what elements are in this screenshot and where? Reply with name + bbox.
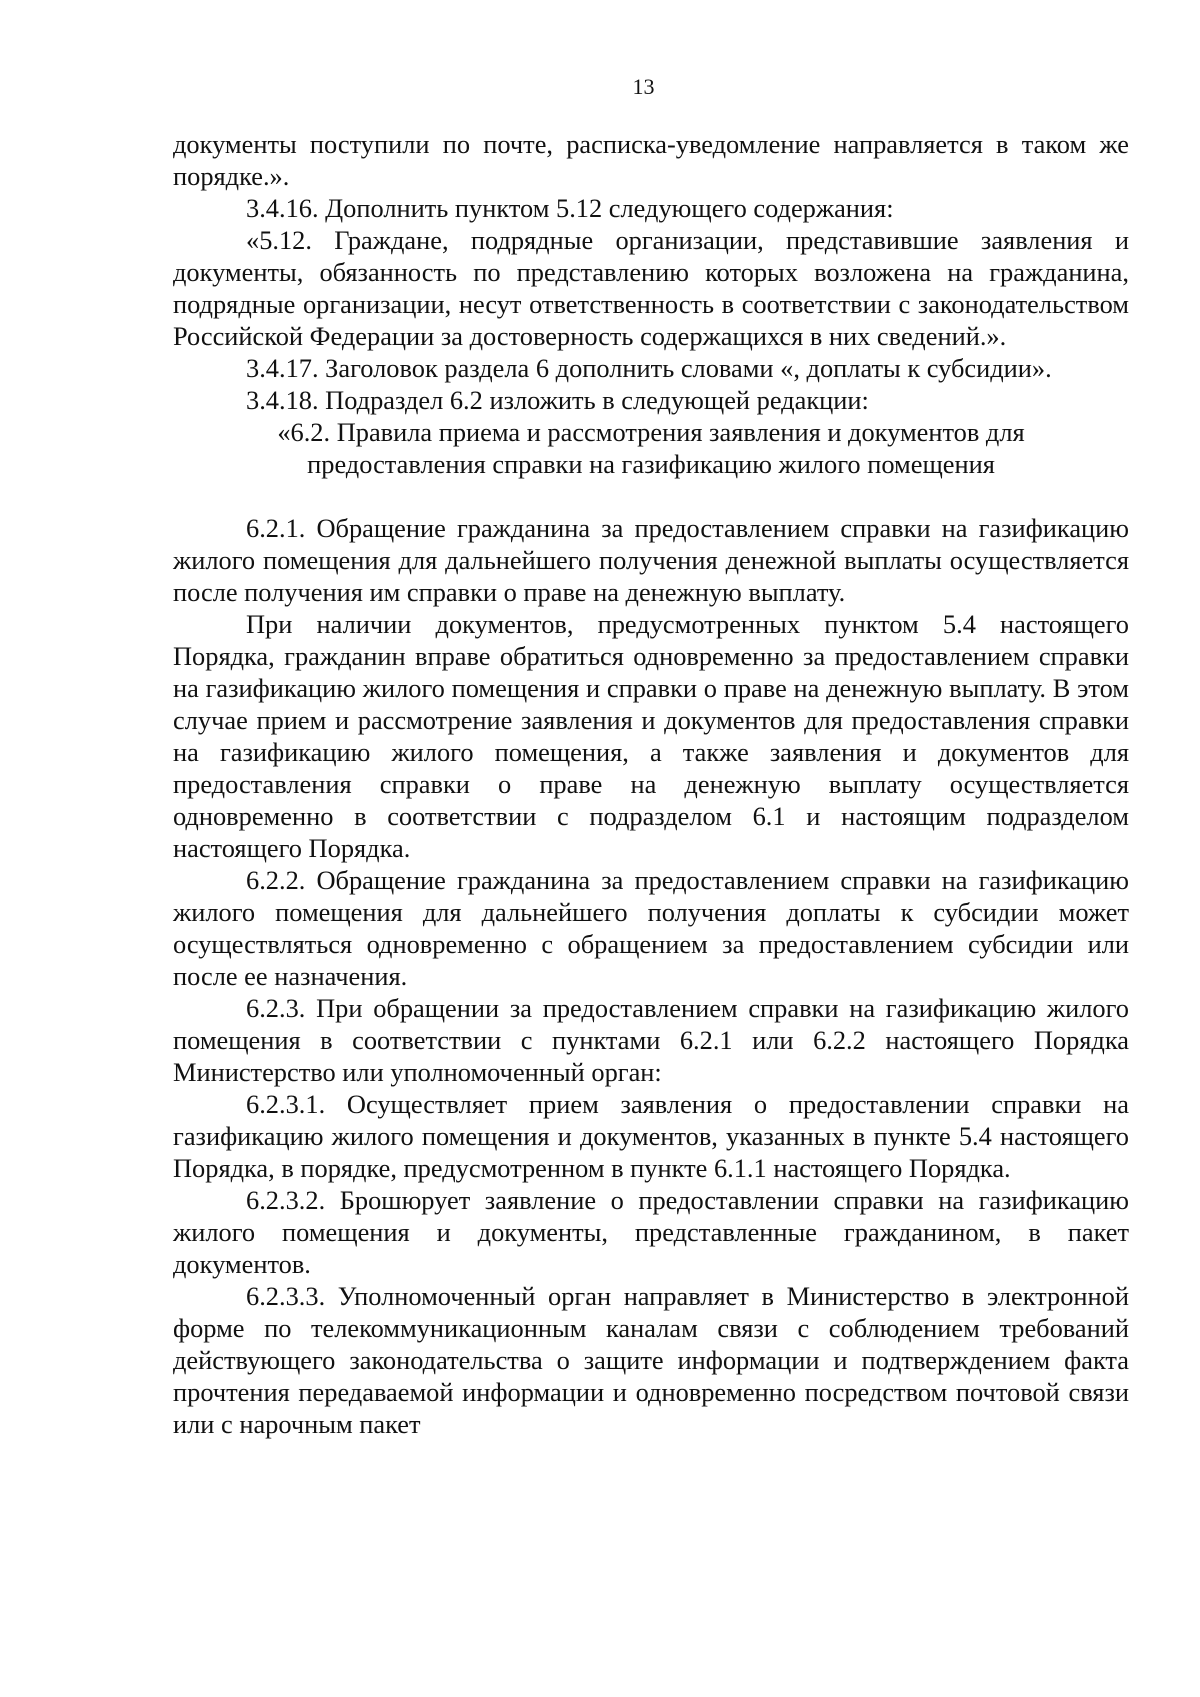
- paragraph-6-2-3: 6.2.3. При обращении за предоставлением справки на газификацию жилого помещения в соответствии с пунктами 6.2.1 или 6.2.2 настоящего Порядка Министерство или уполномоченный орган:: [173, 993, 1129, 1087]
- page-number: 13: [632, 74, 655, 99]
- blank-line: [173, 480, 1129, 512]
- paragraph-3-4-16: 3.4.16. Дополнить пунктом 5.12 следующего содержания:: [246, 193, 894, 223]
- paragraph-3-4-17: 3.4.17. Заголовок раздела 6 дополнить словами «, доплаты к субсидии».: [246, 353, 1052, 383]
- paragraph-6-2-3-3: 6.2.3.3. Уполномоченный орган направляет в Министерство в электронной форме по телекоммуникационным каналам связи с соблюдением требований действующего законодательства о защите информации и подтверждением факта прочтения передаваемой информации и одновременно посредством почтовой связи или с нарочным пакет: [173, 1281, 1129, 1439]
- paragraph-6-2-3-1: 6.2.3.1. Осуществляет прием заявления о предоставлении справки на газификацию жилого помещения и документов, указанных в пункте 5.4 настоящего Порядка, в порядке, предусмотренном в пункте 6.1.1 настоящего Порядка.: [173, 1089, 1129, 1183]
- paragraph-6-2-1: 6.2.1. Обращение гражданина за предоставлением справки на газификацию жилого помещения для дальнейшего получения денежной выплаты осуществляется после получения им справки о праве на денежную выплату.: [173, 513, 1129, 607]
- paragraph-6-2-2: 6.2.2. Обращение гражданина за предоставлением справки на газификацию жилого помещения для дальнейшего получения доплаты к субсидии может осуществляться одновременно с обращением за предоставлением субсидии или после ее назначения.: [173, 865, 1129, 991]
- paragraph-5-12: «5.12. Граждане, подрядные организации, представившие заявления и документы, обязанность по представлению которых возложена на гражданина, подрядные организации, несут ответственность в соответствии с законодательством Российской Федерации за достоверность содержащихся в них сведений.».: [173, 225, 1129, 351]
- document-body: [173, 128, 1129, 1440]
- paragraph-documents-available: При наличии документов, предусмотренных пунктом 5.4 настоящего Порядка, гражданин вправе обратиться одновременно за предоставлением справки на газификацию жилого помещения и справки о праве на денежную выплату. В этом случае прием и рассмотрение заявления и документов для предоставления справки на газификацию жилого помещения, а также заявления и документов для предоставления справки о праве на денежную выплату осуществляется одновременно в соответствии с подразделом 6.1 и настоящим подразделом настоящего Порядка.: [173, 609, 1129, 863]
- paragraph-continuation: документы поступили по почте, расписка-уведомление направляется в таком же порядке.».: [173, 129, 1129, 191]
- section-heading-line-1: «6.2. Правила приема и рассмотрения заявления и документов для: [277, 417, 1025, 447]
- paragraph-3-4-18: 3.4.18. Подраздел 6.2 изложить в следующей редакции:: [246, 385, 869, 415]
- section-heading-line-2: предоставления справки на газификацию жилого помещения: [307, 449, 995, 479]
- paragraph-6-2-3-2: 6.2.3.2. Брошюрует заявление о предоставлении справки на газификацию жилого помещения и документы, представленные гражданином, в пакет документов.: [173, 1185, 1129, 1279]
